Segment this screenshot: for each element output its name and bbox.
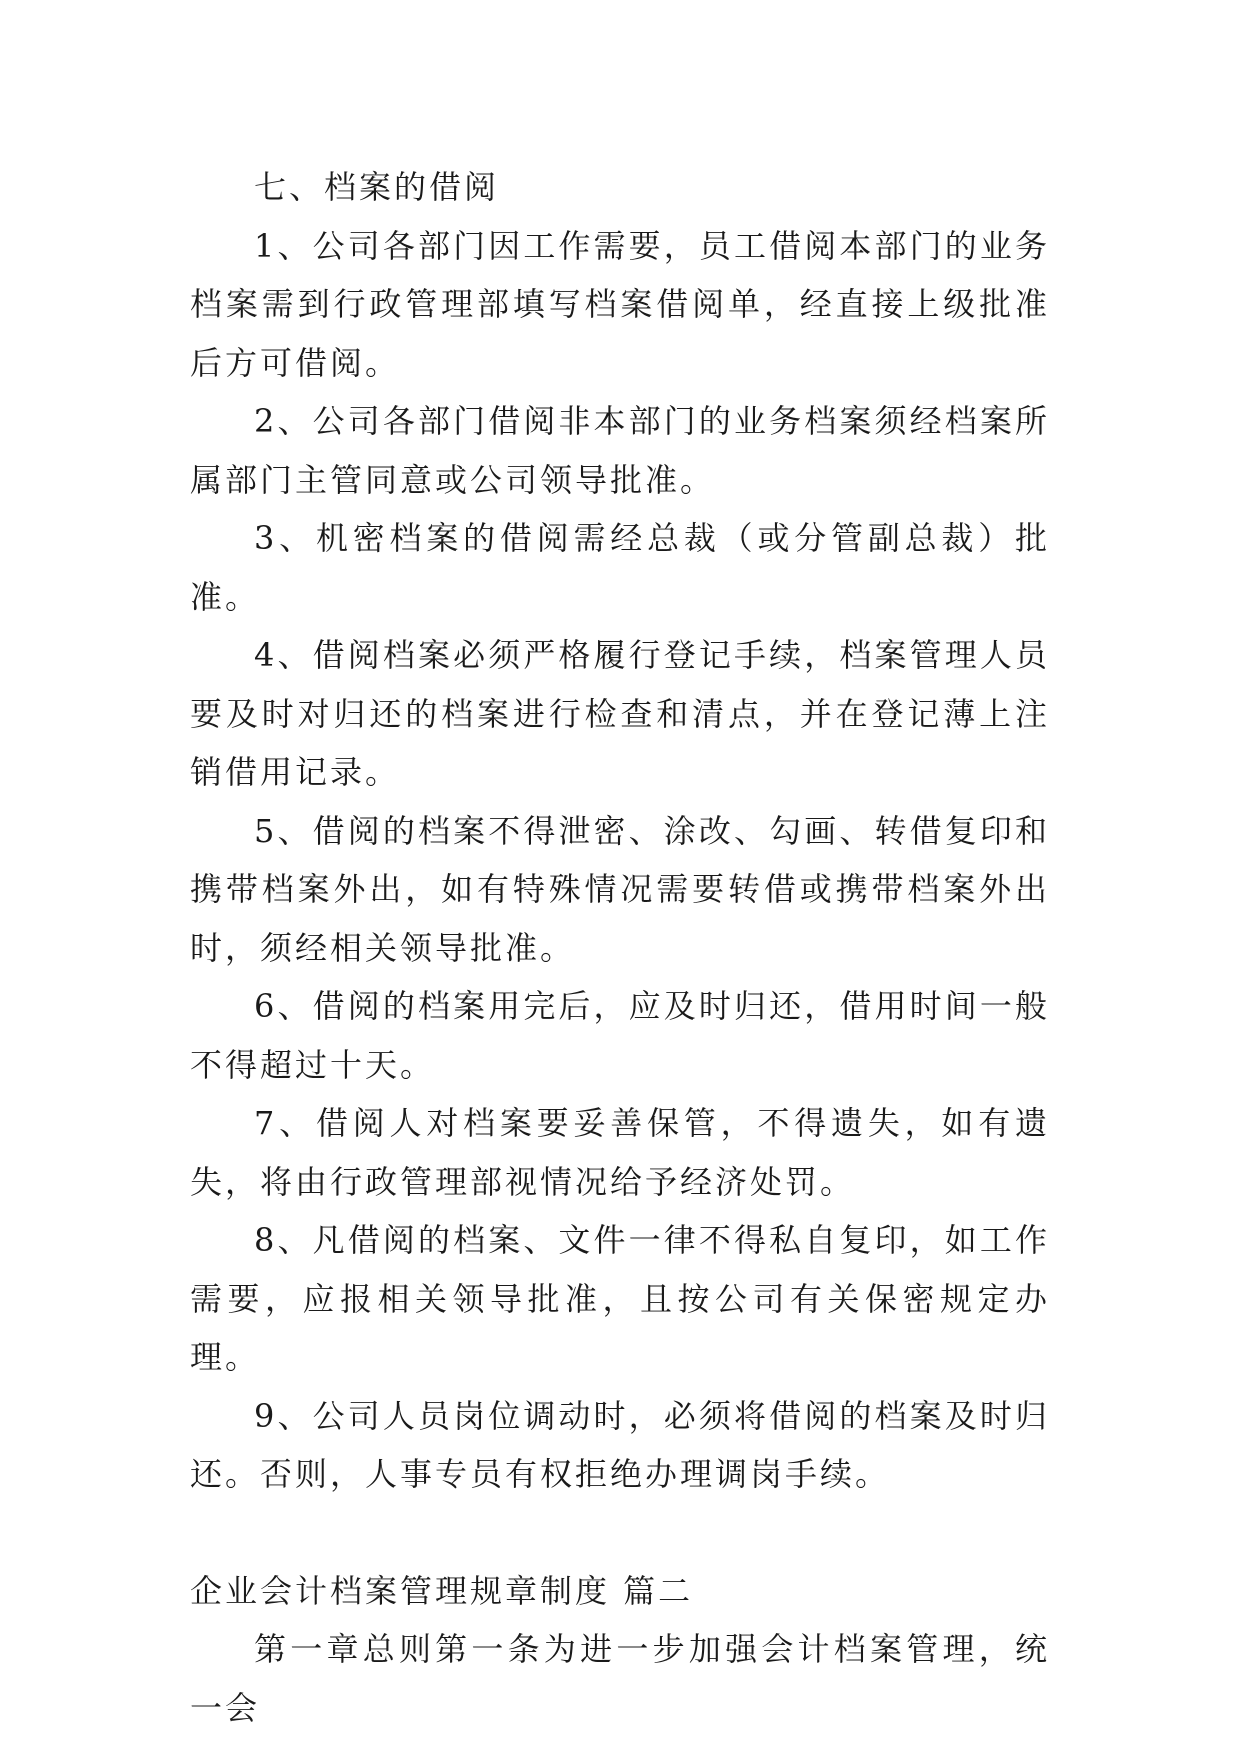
section-title: 七、档案的借阅 xyxy=(254,168,500,206)
spacer xyxy=(190,1504,1050,1562)
list-item: 2、公司各部门借阅非本部门的业务档案须经档案所属部门主管同意或公司领导批准。 xyxy=(190,402,1050,499)
list-item: 7、借阅人对档案要妥善保管，不得遗失，如有遗失，将由行政管理部视情况给予经济处罚。 xyxy=(190,1104,1050,1201)
part-heading: 企业会计档案管理规章制度 篇二 xyxy=(190,1571,694,1610)
paragraph: 第一章总则第一条为进一步加强会计档案管理，统一会 xyxy=(190,1630,1050,1727)
list-item: 4、借阅档案必须严格履行登记手续，档案管理人员要及时对归还的档案进行检查和清点，并在登记薄上注销借用记录。 xyxy=(190,636,1050,791)
list-item: 5、借阅的档案不得泄密、涂改、勾画、转借复印和携带档案外出，如有特殊情况需要转借或携带档案外出时，须经相关领导批准。 xyxy=(190,811,1050,967)
list-item: 3、机密档案的借阅需经总裁（或分管副总裁）批准。 xyxy=(190,519,1050,616)
list-item: 1、公司各部门因工作需要，员工借阅本部门的业务档案需到行政管理部填写档案借阅单，经直接上级批准后方可借阅。 xyxy=(190,226,1050,382)
list-item: 9、公司人员岗位调动时，必须将借阅的档案及时归还。否则，人事专员有权拒绝办理调岗手续。 xyxy=(190,1396,1050,1493)
list-item: 8、凡借阅的档案、文件一律不得私自复印，如工作需要，应报相关领导批准，且按公司有关保密规定办理。 xyxy=(190,1221,1050,1376)
list-item: 6、借阅的档案用完后，应及时归还，借用时间一般不得超过十天。 xyxy=(190,987,1050,1084)
document-body xyxy=(190,158,1050,1737)
